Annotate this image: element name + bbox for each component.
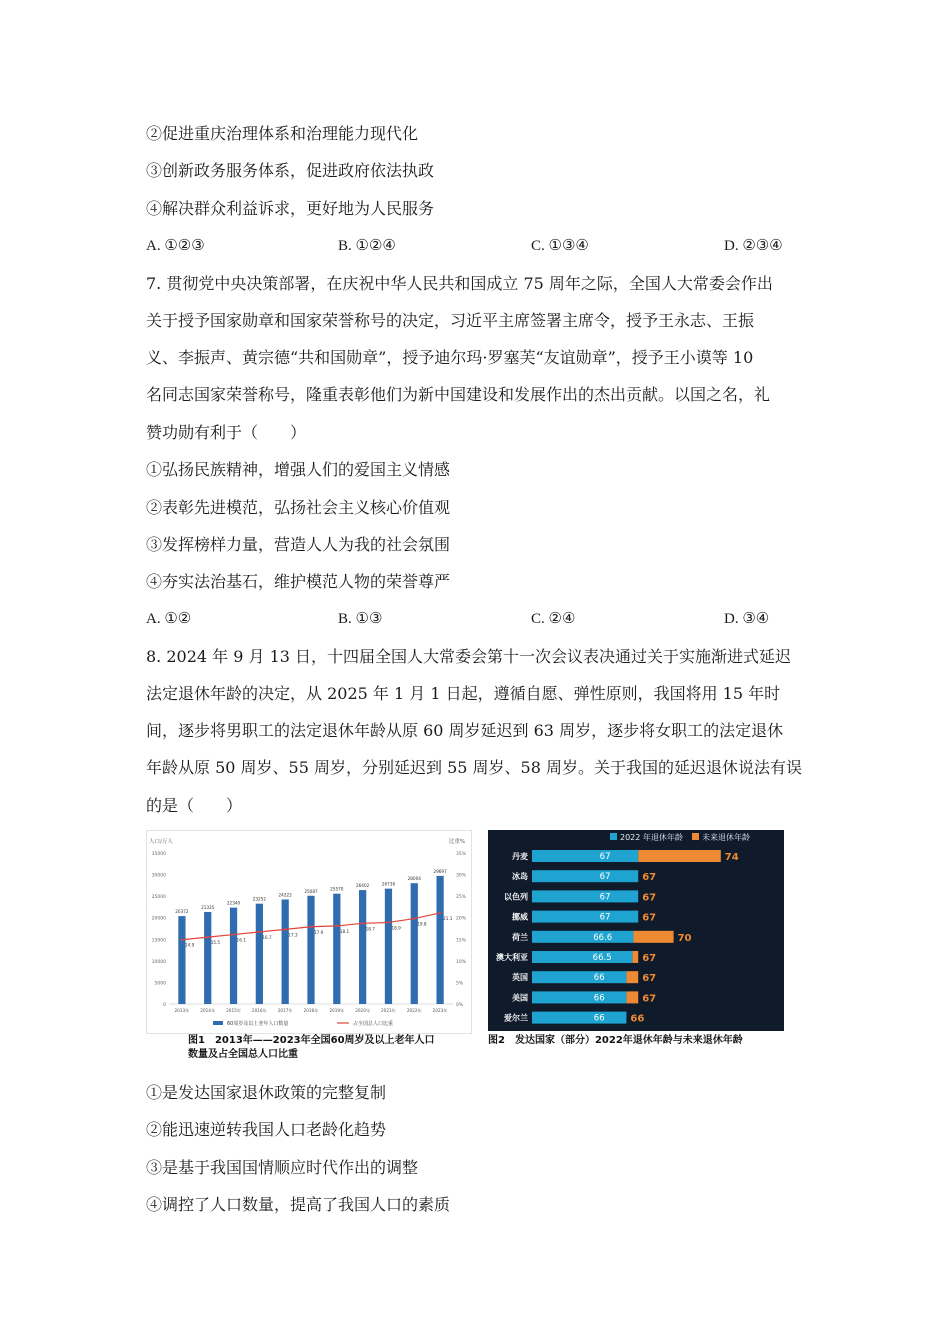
future-age-value: 67 [642,892,657,904]
figure-1-caption: 数量及占全国总人口比重 [188,1049,298,1060]
ratio-point [439,912,441,914]
current-age-bar [532,931,633,943]
x-tick-label: 2014年 [200,1008,216,1013]
ratio-point [258,931,260,933]
x-tick-label: 2023年 [432,1008,448,1013]
x-tick-label: 2017年 [277,1008,293,1013]
legend-swatch-current [610,833,617,840]
bar-value-label: 23252 [252,896,267,902]
y2-tick-label: 0% [456,1003,464,1008]
population-bar [282,899,289,1004]
y2-tick-label: 35% [456,852,467,857]
country-label: 爱尔兰 [504,1013,528,1023]
current-age-value: 67 [599,912,611,923]
y-tick-label: 30000 [151,873,166,879]
population-bar [436,876,443,1004]
ratio-point [310,926,312,928]
current-age-value: 66 [593,1013,605,1024]
current-age-bar [532,951,632,963]
q8-stem-line: 间，逐步将男职工的法定退休年龄从原 60 周岁延迟到 63 周岁，逐步将女职工的法定退休 [146,721,784,740]
x-tick-label: 2016年 [251,1008,267,1013]
ratio-value-label: 16.1 [236,937,246,943]
current-age-bar [532,890,638,902]
ratio-value-label: 16.7 [262,934,272,940]
y2-tick-label: 30% [456,873,467,879]
y-tick-label: 10000 [151,959,166,965]
ratio-point [181,939,183,941]
figure-1-caption: 图1 2013年——2023年全国60周岁及以上老年人口 [188,1035,435,1046]
country-label: 冰岛 [512,872,528,882]
bar-value-label: 20372 [175,909,189,915]
choice-a[interactable]: A. ①②③ [146,238,205,254]
ratio-value-label: 17.3 [288,932,298,938]
choice-b[interactable]: B. ①②④ [338,238,396,254]
current-age-value: 66 [593,993,605,1004]
q7-statement-3: ③发挥榜样力量，营造人人为我的社会氛围 [146,535,451,554]
legend-swatch-future [692,833,699,840]
x-tick-label: 2020年 [355,1008,371,1013]
x-tick-label: 2022年 [406,1008,422,1013]
option-statement-3: ③创新政务服务体系，促进政府依法执政 [146,161,435,180]
future-age-value: 67 [642,973,657,985]
x-tick-label: 2019年 [329,1008,345,1013]
bar-value-label: 24222 [278,892,292,898]
future-age-value: 74 [724,852,739,863]
population-bar [385,889,392,1004]
bar-value-label: 29697 [433,868,447,874]
country-label: 荷兰 [512,932,528,942]
ratio-point [361,922,363,924]
current-age-bar [532,991,626,1003]
bar-value-label: 26736 [381,881,396,887]
y2-tick-label: 10% [456,959,467,965]
choice-d[interactable]: D. ③④ [724,611,770,627]
x-tick-label: 2021年 [381,1008,396,1013]
y-tick-label: 15000 [151,938,166,944]
future-age-value: 67 [642,953,657,964]
ratio-point [284,928,286,930]
population-bar [230,908,237,1004]
retirement-chart-svg [488,830,784,1031]
q8-statement-3: ③是基于我国国情顺应时代作出的调整 [146,1158,419,1177]
y2-tick-label: 20% [456,916,467,922]
ratio-point [413,917,415,919]
y-tick-label: 5000 [154,981,166,987]
ratio-value-label: 21.1 [443,915,453,921]
population-bar [359,890,366,1004]
bar-value-label: 22340 [226,900,241,906]
bar-value-label: 28004 [407,876,421,882]
country-label: 挪威 [512,912,528,922]
current-age-value: 67 [599,872,611,883]
ratio-point [207,936,209,938]
choice-c[interactable]: C. ①③④ [531,238,589,254]
country-label: 以色列 [504,892,528,902]
q8-stem-line: 年龄从原 50 周岁、55 周岁，分别延迟到 55 周岁、58 周岁。关于我国的延迟退休说法有误 [146,758,802,777]
future-age-bar [626,971,638,983]
current-age-value: 67 [599,852,611,862]
bar-value-label: 21335 [201,904,215,910]
population-bar [307,896,314,1004]
y-tick-label: 20000 [151,916,166,922]
q7-stem-line: 义、李振声、黄宗德“共和国勋章”，授予迪尔玛·罗塞芙“友谊勋章”，授予王小谟等 10 [146,348,754,367]
y2-tick-label: 15% [456,938,467,944]
current-age-value: 67 [599,892,611,903]
right-axis-label: 比重% [448,839,466,845]
country-label: 英国 [512,973,528,983]
y2-tick-label: 25% [456,895,467,901]
population-bar [256,904,263,1004]
country-label: 美国 [512,993,528,1003]
x-tick-label: 2015年 [226,1008,241,1013]
legend-label: 未来退休年龄 [702,833,750,842]
current-age-bar [532,971,626,983]
ratio-value-label: 15.5 [210,940,221,946]
current-age-bar [532,850,638,862]
ratio-value-label: 18.1 [339,928,350,934]
ratio-point [232,933,234,935]
future-age-value: 67 [642,993,657,1005]
future-age-value: 70 [677,932,692,944]
x-tick-label: 2018年 [303,1008,319,1013]
population-bar [333,894,340,1004]
q7-statement-2: ②表彰先进模范，弘扬社会主义核心价值观 [146,498,451,517]
y-tick-label: 0 [163,1003,166,1008]
current-age-value: 66.6 [593,932,613,943]
choice-c[interactable]: C. ②④ [531,611,576,627]
future-age-value: 67 [642,912,657,924]
choice-d[interactable]: D. ②③④ [724,238,783,254]
future-age-value: 67 [642,872,657,884]
country-label: 澳大利亚 [496,953,528,962]
future-age-bar [632,951,638,963]
current-age-bar [532,911,638,923]
population-bar [411,883,418,1004]
current-age-value: 66 [593,973,605,984]
current-age-bar [532,1012,626,1024]
q8-stem-line: 法定退休年龄的决定，从 2025 年 1 月 1 日起，遵循自愿、弹性原则，我国将用 15 年时 [146,684,781,703]
legend-label: 60周岁及以上老年人口数量 [227,1021,289,1027]
bar-value-label: 25087 [304,888,318,894]
legend-label: 2022 年退休年龄 [620,833,683,842]
x-tick-label: 2013年 [174,1008,190,1013]
ratio-value-label: 19.8 [417,921,427,927]
q8-stem-line: 8. 2024 年 9 月 13 日，十四届全国人大常委会第十一次会议表决通过关于实施渐进式延迟 [146,647,792,666]
bar-value-label: 25570 [330,886,344,892]
option-statement-2: ②促进重庆治理体系和治理能力现代化 [146,124,419,143]
future-age-bar [633,931,673,943]
y2-tick-label: 5% [456,981,464,987]
future-age-bar [626,991,638,1003]
future-age-value: 66 [630,1013,645,1025]
figure-2-retirement-chart [488,830,784,1031]
ratio-value-label: 17.9 [314,929,324,935]
ratio-value-label: 18.7 [365,926,375,932]
q7-statement-1: ①弘扬民族精神，增强人们的爱国主义情感 [146,460,451,479]
q8-statement-4: ④调控了人口数量，提高了我国人口的素质 [146,1195,451,1214]
q7-stem-line: 7. 贯彻党中央决策部署，在庆祝中华人民共和国成立 75 周年之际，全国人大常委会作出 [146,274,773,293]
q7-stem-line: 名同志国家荣誉称号，隆重表彰他们为新中国建设和发展作出的杰出贡献。以国之名，礼 [146,385,771,404]
q8-statement-1: ①是发达国家退休政策的完整复制 [146,1083,387,1102]
choice-b[interactable]: B. ①③ [338,611,383,627]
bar-value-label: 26402 [355,883,370,889]
q8-statement-2: ②能迅速逆转我国人口老龄化趋势 [146,1120,387,1139]
q7-stem-line: 关于授予国家勋章和国家荣誉称号的决定，习近平主席签署主席令，授予王永志、王振 [146,311,755,330]
q7-stem-line: 赞功勋有利于（ ） [146,423,307,442]
ratio-value-label: 14.9 [184,942,195,948]
left-axis-label: 人口/万人 [149,839,173,845]
population-bar [204,912,211,1004]
choice-a[interactable]: A. ①② [146,611,192,627]
figure-2-caption: 图2 发达国家（部分）2022年退休年龄与未来退休年龄 [488,1035,743,1046]
population-chart-svg [147,831,471,1033]
current-age-value: 66.5 [592,953,612,963]
current-age-bar [532,870,638,882]
q7-statement-4: ④夯实法治基石，维护模范人物的荣誉尊严 [146,572,451,591]
legend-swatch-bar [213,1021,223,1025]
y-tick-label: 35000 [151,852,166,857]
ratio-value-label: 18.9 [391,925,401,931]
population-bar [178,916,185,1004]
q8-stem-line: 的是（ ） [146,796,243,815]
y-tick-label: 25000 [151,895,166,901]
future-age-bar [638,850,721,862]
ratio-point [336,925,338,927]
figure-1-population-chart [146,830,472,1034]
country-label: 丹麦 [512,852,528,861]
option-statement-4: ④解决群众利益诉求，更好地为人民服务 [146,199,435,218]
legend-label: 占全国总人口比重 [353,1021,394,1027]
ratio-point [387,921,389,923]
